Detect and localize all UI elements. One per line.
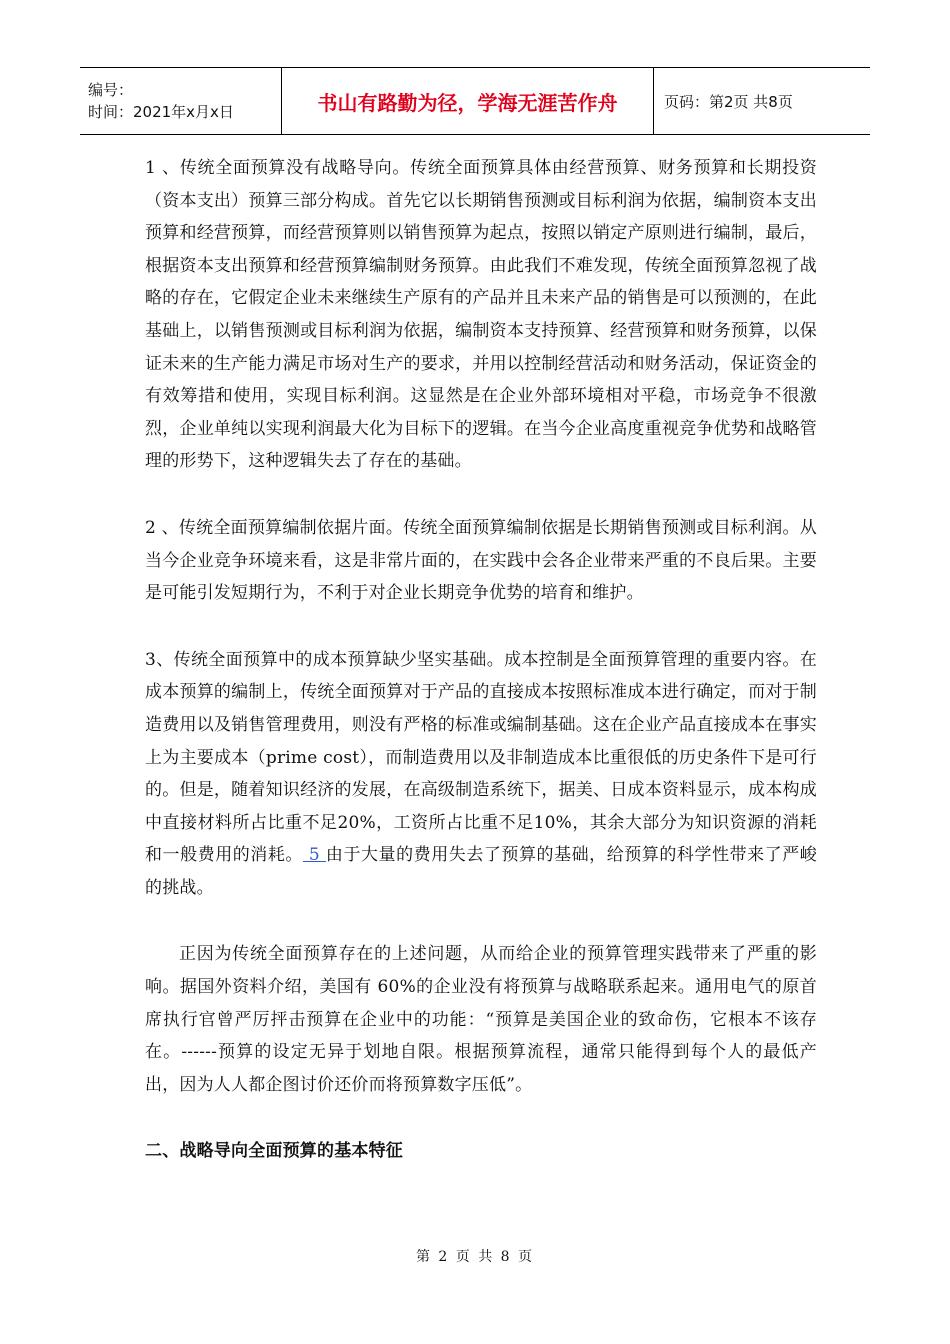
paragraph-1: 1 、传统全面预算没有战略导向。传统全面预算具体由经营预算、财务预算和长期投资（资本支出）预算三部分构成。首先它以长期销售预测或目标利润为依据，编制资本支出预算和经营预算，而经营预算则以销售预算为起点，按照以销定产原则进行编制，最后，根据资本支出预算和经营预算编制财务预算。由此我们不难发现，传统全面预算忽视了战略的存在，它假定企业未来继续生产原有的产品并且未来产品的销售是可以预测的，在此基础上，以销售预测或目标利润为依据，编制资本支持预算、经营预算和财务预算，以保证未来的生产能力满足市场对生产的要求，并用以控制经营活动和财务活动，保证资金的有效筹措和使用，实现目标利润。这显然是在企业外部环境相对平稳，市场竞争不很激烈，企业单纯以实现利润最大化为目标下的逻辑。在当今企业高度重视竞争优势和战略管理的形势下，这种逻辑失去了存在的基础。: [145, 158, 817, 472]
paragraph-3: [145, 644, 817, 905]
paragraph-3-text: 3、传统全面预算中的成本预算缺少坚实基础。成本控制是全面预算管理的重要内容。在成本预算的编制上，传统全面预算对于产品的直接成本按照标准成本进行确定，而对于制造费用以及销售管理费用，则没有严格的标准或编制基础。这在企业产品直接成本在事实上为主要成本（prime cost），而制造费用以及非制造成本比重很低的历史条件下是可行的。但是，随着知识经济的发展，在高级制造系统下，据美、日成本资料显示，成本构成中直接材料所占比重不足20%，工资所占比重不足10%，其余大部分为知识资源的消耗和一般费用的消耗。: [145, 649, 817, 866]
number-label: 编号：: [88, 81, 134, 99]
page-footer: 第 2 页 共 8 页: [415, 1249, 535, 1265]
footnote-link[interactable]: 5: [302, 845, 326, 866]
paragraph-3-tail: 由于大量的费用失去了预算的基础，给预算的科学性带来了严峻的挑战。: [145, 845, 817, 898]
document-body: [145, 152, 817, 1168]
time-label: 时间：2021年x月x日: [88, 103, 234, 121]
section-heading: 二、战略导向全面预算的基本特征: [145, 1141, 403, 1162]
paragraph-2: 2 、传统全面预算编制依据片面。传统全面预算编制依据是长期销售预测或目标利润。从当今企业竞争环境来看，这是非常片面的，在实践中会各企业带来严重的不良后果。主要是可能引发短期行为，不利于对企业长期竞争优势的培育和维护。: [145, 517, 817, 604]
paragraph-4: 正因为传统全面预算存在的上述问题，从而给企业的预算管理实践带来了严重的影响。据国外资料介绍，美国有 60%的企业没有将预算与战略联系起来。通用电气的原首席执行官曾严厉抨击预算在企业中的功能：“预算是美国企业的致命伤，它根本不该存在。------预算的设定无异于划地自限。根据预算流程，通常只能得到每个人的最低产出，因为人人都企图讨价还价而将预算数字压低”。: [145, 944, 817, 1095]
header-motto: 书山有路勤为径，学海无涯苦作舟: [282, 68, 654, 134]
header-meta-cell: [80, 68, 282, 134]
header-table: [80, 67, 870, 135]
header-page-code: 页码：第2页 共8页: [664, 92, 793, 111]
